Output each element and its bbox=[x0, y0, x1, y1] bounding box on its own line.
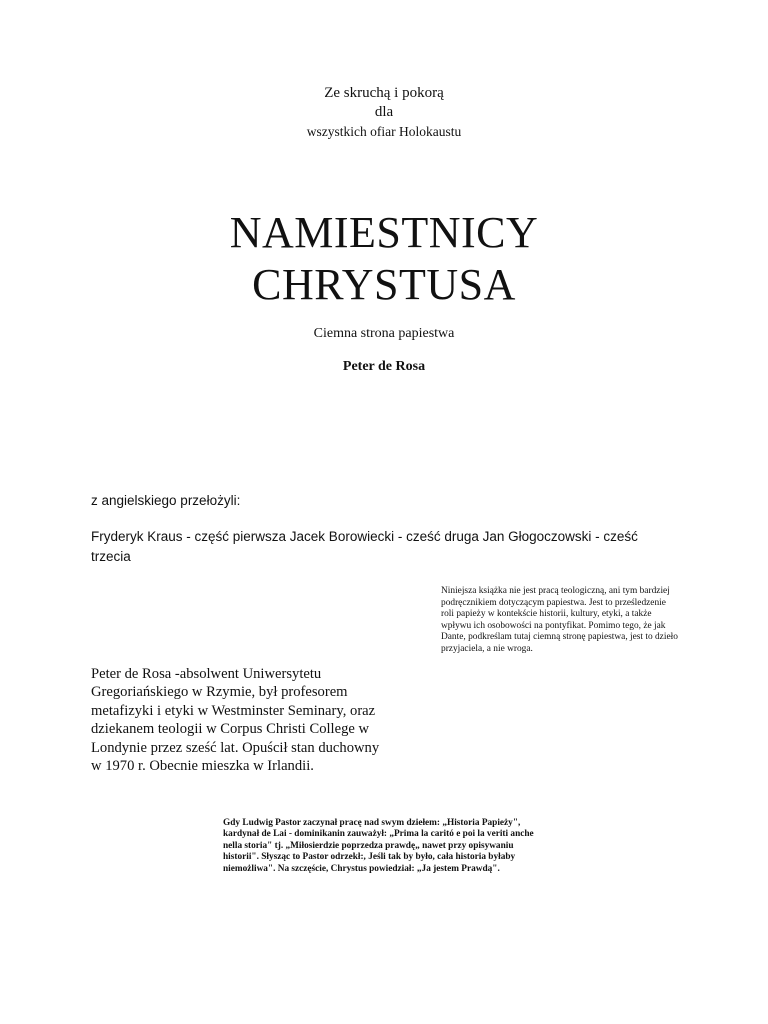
dedication-line-3: wszystkich ofiar Holokaustu bbox=[306, 124, 462, 139]
book-title bbox=[0, 207, 768, 311]
book-title-line-2: CHRYSTUSA bbox=[252, 260, 516, 309]
dedication-line-2: dla bbox=[374, 104, 394, 120]
author-name: Peter de Rosa bbox=[342, 359, 426, 374]
author-note: Niniejsza książka nie jest pracą teologiczną, ani tym bardziej podręcznikiem dotyczącym papiestwa. Jest to prześledzenie roli papieży w kontekście historii, kultury, etyki, a także wpływu ich osobowości na pontyfikat. Pomimo tego, że jak Dante, podkreślam tutaj ciemną stronę papiestwa, jest to dzieło przyjaciela, a nie wroga. bbox=[441, 586, 678, 654]
dedication-line-1: Ze skruchą i pokorą bbox=[324, 85, 444, 101]
book-subtitle: Ciemna strona papiestwa bbox=[313, 326, 455, 341]
dedication bbox=[0, 84, 768, 141]
epigraph: Gdy Ludwig Pastor zaczynał pracę nad swym dziełem: „Historia Papieży", kardynał de Lai - dominikanin zauważył: „Prima la caritó e poi la veriti anche nella storia" tj. „Miłosierdzie poprzedza prawdę„ nawet przy opisywaniu historii". Słysząc to Pastor odrzekł:, Jeśli tak by było, cała historia byłaby niemożliwa". Na szczęście, Chrystus powiedział: „Ja jestem Prawdą". bbox=[223, 818, 534, 874]
author-bio: Peter de Rosa -absolwent Uniwersytetu Gregoriańskiego w Rzymie, był profesorem metafizyki i etyki w Westminster Seminary, oraz dziekanem teologii w Corpus Christi College w Londynie przez sześć lat. Opuścił stan duchowny w 1970 r. Obecnie mieszka w Irlandii. bbox=[91, 666, 380, 775]
translators-credit: Fryderyk Kraus - część pierwsza Jacek Borowiecki - cześć druga Jan Głogoczowski - cześć trzecia bbox=[91, 529, 638, 564]
book-title-line-1: NAMIESTNICY bbox=[229, 208, 539, 257]
translated-by-label: z angielskiego przełożyli: bbox=[91, 493, 241, 508]
